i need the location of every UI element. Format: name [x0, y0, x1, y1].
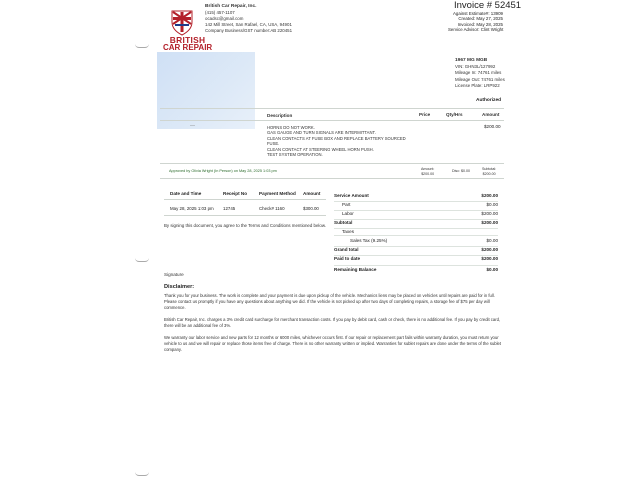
item-amount: $200.00 [484, 124, 501, 129]
summary-row-remaining: Remaining Balance $0.00 [334, 265, 498, 275]
item-description [267, 125, 407, 157]
approval-text: Approved by Olivia Wright (In Person) on May 28, 2025 1:03 pm [169, 169, 277, 173]
pay-date: May 28, 2025 1:03 pm [170, 206, 214, 211]
invoice-invoiced: Invoiced: May 28, 2025 [457, 21, 503, 27]
col-price-header: Price [419, 112, 431, 117]
summary-row-paid: Paid to date $200.00 [334, 256, 498, 261]
table-divider [164, 199, 326, 200]
company-address: 142 Mill Street, San Rafael, CA, USA, 94901 [205, 22, 292, 27]
invoice-created: Created: May 27, 2025 [458, 16, 503, 22]
disclaimer-paragraph: Thank you for your business. The work is complete and your payment is due upon pickup of the vehicle. Mechanics liens may be placed on vehicles until repairs are paid for in full. Please contact us promptly if you have any questions about anything we did. If the vehicle is not picked up after two days of completing repairs, a storage fee of $75 per day will commence. [164, 293, 495, 310]
pay-col-receipt-header: Receipt No [223, 191, 247, 196]
pay-col-method-header: Payment Method [259, 191, 296, 196]
pay-col-amount-header: Amount [303, 191, 321, 196]
redacted-customer-info [157, 52, 255, 129]
company-phone: (415) 457-1107 [205, 10, 235, 15]
table-divider [164, 215, 326, 216]
desc-line: GAS GAUGE AND TURN SIGNALS ARE INTERMITTANT. [267, 130, 376, 136]
vehicle-mileage-in: Mileage In: 74761 miles [455, 70, 502, 76]
summary-row-subtotal: Subtotal $200.00 [334, 219, 498, 229]
invoice-advisor: Service Advisor: Clint Wright [448, 27, 504, 33]
table-divider [160, 163, 504, 164]
desc-line: TEST SYSTEM OPERATION. [267, 152, 323, 158]
table-divider [160, 120, 504, 121]
company-logo-icon [170, 10, 194, 36]
col-qty-header: Qty/Hrs [446, 112, 463, 117]
summary-row-sales-tax: Sales Tax (9.25%) $0.00 [334, 237, 498, 247]
pay-col-date-header: Date and Time [170, 191, 202, 196]
disclaimer-title: Disclaimer: [164, 284, 195, 290]
company-info [205, 4, 292, 34]
col-description-header: Description [267, 113, 293, 118]
row-dash: — [190, 123, 195, 129]
approval-amount: Amount: $200.00 [421, 167, 435, 176]
signature-label: Signature [164, 272, 184, 277]
invoice-title: Invoice # 52451 [454, 0, 522, 11]
disclaimer-paragraph: We warranty our labor service and new parts for 12 months or 6000 miles, whichever occurs first. If our repair or replacement part fails within warranty duration, you must return your vehicle to us and we will repair or replace those items free of charge. There is no other warranty written or implied. Warranties for sublet repairs are done under the terms of the sublet company. [164, 335, 502, 352]
summary-row-service: Service Amount $200.00 [334, 192, 498, 202]
invoice-meta [448, 11, 503, 33]
vehicle-plate: License Plate: LRP922 [455, 82, 500, 88]
agreement-text: By signing this document, you agree to the Terms and Conditions mentioned below. [164, 223, 326, 228]
table-divider [160, 108, 504, 109]
hole-mark [135, 44, 149, 48]
desc-line: HORNS DO NOT WORK. [267, 125, 315, 130]
desc-line: CLEAN CONTACT AT STEERING WHEEL HORN PUSH. [267, 146, 374, 152]
desc-line: FUSE. [267, 141, 280, 147]
vehicle-mileage-out: Mileage Out: 74761 miles [455, 76, 505, 82]
desc-line: CLEAN CONTACTS AT FUSE BOX AND REPLACE BATTERY SOURCED [267, 135, 406, 141]
company-name: British Car Repair, Inc. [205, 4, 257, 9]
approval-subtotal: Subtotal: $200.00 [482, 167, 497, 176]
summary-row-labor: Labor $200.00 [334, 210, 498, 220]
vehicle-vin: VIN: GHN3L/127992 [455, 64, 496, 70]
invoice-against-estimate: Against Estimate#: 13909 [452, 11, 503, 16]
summary-row-taxes: Taxes [334, 228, 498, 236]
table-divider [160, 178, 504, 179]
authorized-label: Authorized [476, 98, 502, 103]
summary-row-grand-total: Grand total $200.00 [334, 246, 498, 256]
pay-receipt: 12745 [223, 206, 236, 211]
hole-mark [135, 258, 149, 262]
pay-method: Check# 1160 [259, 206, 285, 211]
disclaimer-paragraph: British Car Repair, Inc. charges a 3% credit card surcharge for merchant transaction costs. If you pay by debit card, cash or check, there is no additional fee. If you pay by credit card, there will be an additional fee of 3%. [164, 317, 501, 328]
approval-discount: Disc: $0.00 [452, 169, 470, 173]
pay-amount: $300.00 [303, 206, 319, 211]
company-logo-text: BRITISH CAR REPAIR [163, 35, 213, 52]
company-reg: Company Business/GST number:AB 220451 [205, 28, 293, 33]
vehicle-info [455, 58, 505, 89]
hole-mark [135, 472, 149, 476]
company-email: ocadsc@gmail.com [205, 16, 244, 21]
vehicle-title: 1967 MG MGB [455, 58, 488, 63]
summary-row-part: Part $0.00 [334, 201, 498, 211]
col-amount-header: Amount [482, 112, 500, 117]
